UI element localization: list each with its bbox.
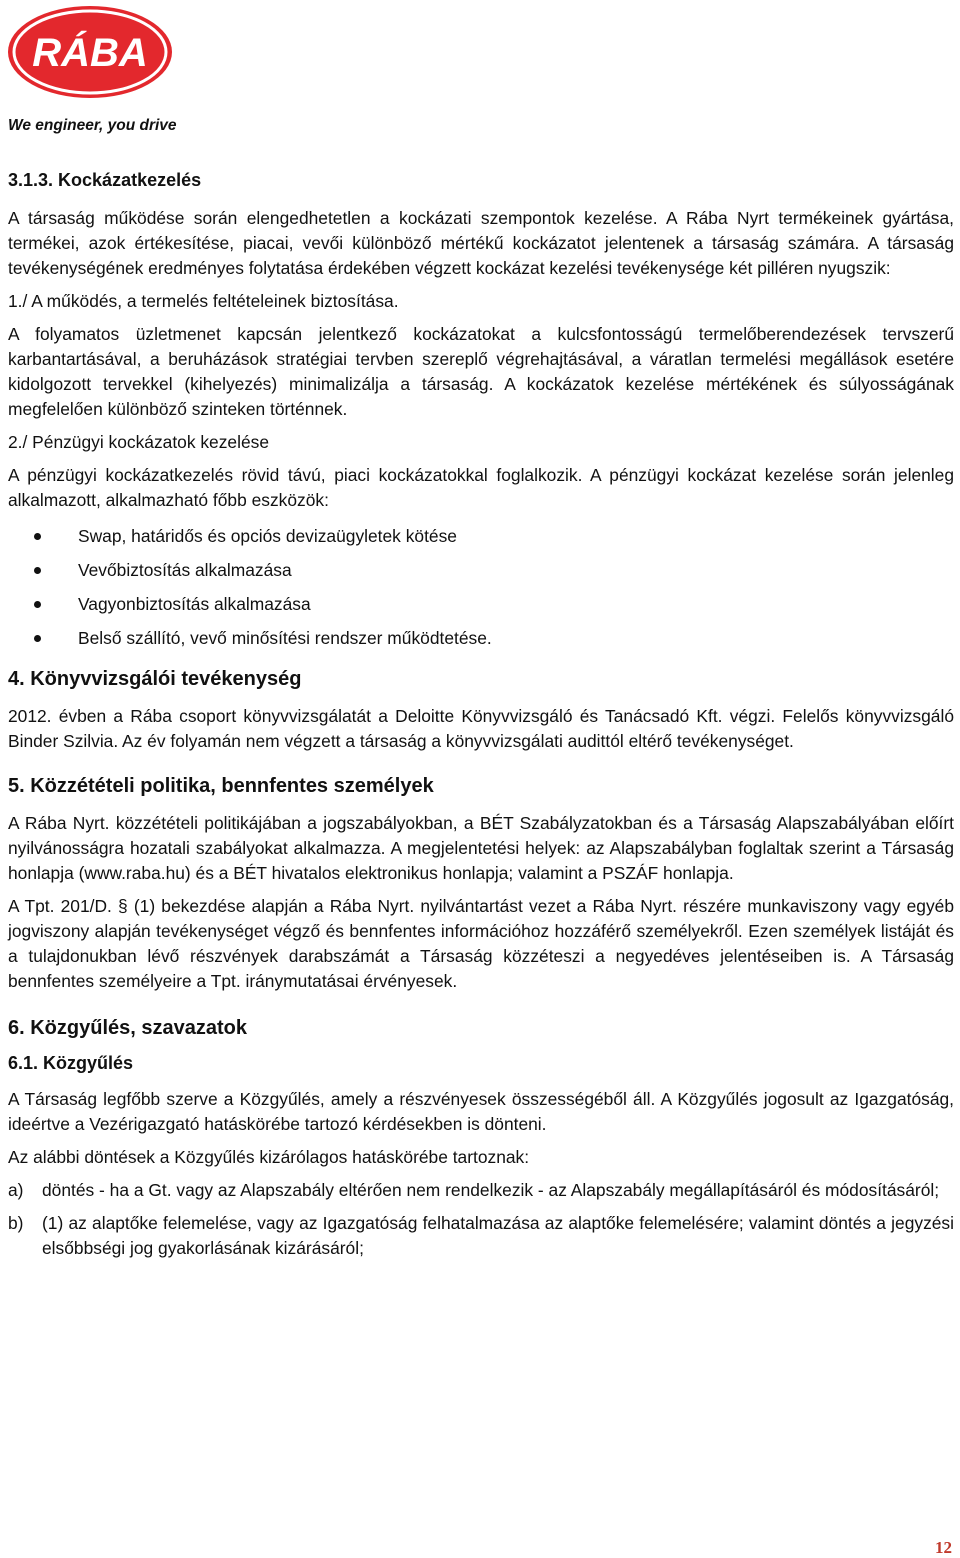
- pillar-2: 2./ Pénzügyi kockázatok kezelése: [8, 432, 270, 452]
- list-item: Belső szállító, vevő minősítési rendszer működtetése.: [8, 623, 954, 657]
- auditor-paragraph: 2012. évben a Rába csoport könyvvizsgálatát a Deloitte Könyvvizsgáló és Tanácsadó Kft. végzi. Felelős könyvvizsgáló Binder Szilvia. Az év folyamán nem végzett a társaság a könyvvizsgálati audittól eltérő tevékenységet.: [8, 706, 954, 751]
- bullet-icon: [34, 601, 41, 608]
- pillar-1: 1./ A működés, a termelés feltételeinek biztosítása.: [8, 291, 399, 311]
- bullet-icon: [34, 533, 41, 540]
- disclosure-paragraph: A Rába Nyrt. közzétételi politikájában a jogszabályokban, a BÉT Szabályzatokban és a Társaság Alapszabályában előírt nyilvánosságra hozatali szabályokat alkalmazza. A megjelentetési helyek: az Alapszabályban foglaltak szerint a Társaság honlapja (www.raba.hu) és a BÉT hivatalos elektronikus honlapja; valamint a PSZÁF honlapja.: [8, 813, 954, 883]
- exclusive-powers-intro: Az alábbi döntések a Közgyűlés kizárólagos hatáskörébe tartoznak:: [8, 1147, 530, 1167]
- section-3-1-3-heading: 3.1.3. Kockázatkezelés: [8, 170, 202, 190]
- general-meeting-paragraph: A Társaság legfőbb szerve a Közgyűlés, amely a részvényesek összességéből áll. A Közgyűlés jogosult az Igazgatóság, ideértve a Vezérigazgató hatáskörébe tartozó kérdésekben is dönteni.: [8, 1089, 954, 1134]
- exclusive-powers-list: [8, 1178, 954, 1261]
- risk-intro-paragraph: A társaság működése során elengedhetetlen a kockázati szempontok kezelése. A Rába Nyrt termékeinek gyártása, termékei, azok értékesítése, piacai, vevői különböző mértékű kockázatot jelentenek a társaság számára. A társaság tevékenységének eredményes folytatása érdekében végzett kockázat kezelési tevékenysége két pilléren nyugszik:: [8, 208, 954, 278]
- section-5-heading: 5. Közzétételi politika, bennfentes személyek: [8, 775, 434, 797]
- section-6-1-heading: 6.1. Közgyűlés: [8, 1053, 134, 1073]
- financial-tools-list: [8, 521, 954, 657]
- list-item: b) (1) az alaptőke felemelése, vagy az Igazgatóság felhatalmazása az alaptőke felemelésére; valamint döntés a jegyzési elsőbbségi jog gyakorlásának kizárásáról;: [8, 1213, 954, 1258]
- list-item: Swap, határidős és opciós devizaügyletek kötése: [8, 521, 954, 555]
- list-item: Vevőbiztosítás alkalmazása: [8, 555, 954, 589]
- page-number: 12: [935, 1538, 952, 1557]
- raba-logo: [6, 4, 174, 100]
- bullet-icon: [34, 567, 41, 574]
- main-content: [8, 168, 954, 1261]
- list-item: a) döntés - ha a Gt. vagy az Alapszabály eltérően nem rendelkezik - az Alapszabály megállapításáról és módosításáról;: [8, 1180, 940, 1200]
- operations-paragraph: A folyamatos üzletmenet kapcsán jelentkező kockázatokat a kulcsfontosságú termelőberendezések tervszerű karbantartásával, a beruházások stratégiai tervben szereplő végrehajtásával, a váratlan termelési megállások esetére kidolgozott tervekkel (kihelyezés) minimalizálja a társaság. A kockázatok kezelése mértékének és súlyosságának megfelelően különböző szinteken történnek.: [8, 324, 954, 419]
- financial-risk-paragraph: A pénzügyi kockázatkezelés rövid távú, piaci kockázatokkal foglalkozik. A pénzügyi kockázat kezelése során jelenleg alkalmazott, alkalmazható főbb eszközök:: [8, 465, 954, 510]
- bullet-icon: [34, 635, 41, 642]
- insider-paragraph: A Tpt. 201/D. § (1) bekezdése alapján a Rába Nyrt. nyilvántartást vezet a Rába Nyrt. részére munkaviszony vagy egyéb jogviszony alapján tevékenységet végző és bennfentes információhoz hozzáférő személyekről. Ezen személyek listáját és a tulajdonukban lévő részvények darabszámát a Társaság közzéteszi a negyedéves jelentéseiben is. A Társaság bennfentes személyeire a Tpt. iránymutatásai érvényesek.: [8, 896, 954, 991]
- section-4-heading: 4. Könyvvizsgálói tevékenység: [8, 668, 302, 690]
- tagline: We engineer, you drive: [8, 117, 177, 134]
- list-item: Vagyonbiztosítás alkalmazása: [8, 589, 954, 623]
- logo-text: RÁBA: [32, 31, 148, 75]
- section-6-heading: 6. Közgyűlés, szavazatok: [8, 1017, 247, 1039]
